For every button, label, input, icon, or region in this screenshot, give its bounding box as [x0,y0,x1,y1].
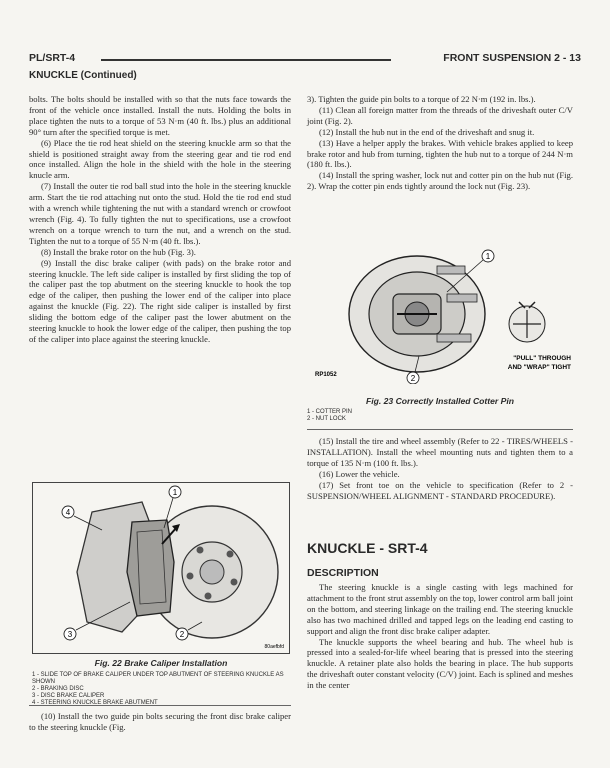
fig22-callout-3: 3 [67,630,73,639]
paragraph: (7) Install the outer tie rod ball stud into the hole in the steering knuckle arm. Start the tie rod attaching nut onto the stud. Hold the tie rod end stud with a wrench while tightening the nut with a standard wrench or crowfoot wrench (Fig. 4). To fully tighten the nut to specifications, use a crowfoot wrench on a torque wrench to turn the nut, and a wrench on the stud. Tighten the nut to a torque of 55 N·m (40 ft. lbs.). [29,181,291,246]
header-rule [101,59,391,61]
paragraph: The steering knuckle is a single casting with legs machined for attachment to the front strut assembly on the top, lower control arm ball joint on the bottom, and steering linkage on the trailing end. The steering knuckle also has two machined drilled and tapped legs on the leading end casting to support and align the front disc brake caliper adapter. [307,582,573,636]
fig22-callout-1: 1 [172,488,178,497]
legend-item: 2 - NUT LOCK [307,416,346,422]
figure-22 [32,482,290,654]
paragraph: (15) Install the tire and wheel assembly (Refer to 22 - TIRES/WHEELS - INSTALLATION). Install the wheel mounting nuts and tighten them to a torque of 135 N·m (100 ft. lbs.). [307,436,573,468]
left-column-bottom-text [29,711,291,733]
fig23-note-line2: AND "WRAP" TIGHT [507,364,571,371]
paragraph: 3). Tighten the guide pin bolts to a torque of 22 N·m (192 in. lbs.). [307,94,536,104]
header-right: FRONT SUSPENSION 2 - 13 [443,52,581,64]
left-column-text [29,94,291,345]
heading-knuckle-srt4: KNUCKLE - SRT-4 [307,540,428,556]
fig23-divider [307,429,573,430]
paragraph: (11) Clean all foreign matter from the threads of the driveshaft outer C/V joint (Fig. 2). [307,104,573,126]
fig22-callout-4: 4 [65,508,71,517]
fig23-callout-2: 2 [410,374,416,383]
paragraph: (8) Install the brake rotor on the hub (Fig. 3). [41,246,196,257]
right-column-mid-text [307,436,573,501]
fig22-divider [29,705,291,706]
fig23-caption: Fig. 23 Correctly Installed Cotter Pin [365,396,515,406]
paragraph: The knuckle supports the wheel bearing and hub. The wheel hub is pressed into a sealed-for-life wheel bearing that is pressed into the steering knuckle. A retainer plate also holds the bearing in place. The hub supports the driveshaft outer constant velocity (C/V) joint. Each is splined and meshes in the center [307,636,573,691]
cotter-pin-illustration [307,244,573,384]
paragraph: (17) Set front toe on the vehicle to specification (Refer to 2 - SUSPENSION/WHEEL ALIGNMENT - STANDARD PROCEDURE). [307,479,573,501]
fig23-callout-1: 1 [485,252,491,261]
fig23-code: RP1052 [315,372,337,378]
paragraph: (12) Install the hub nut in the end of the driveshaft and snug it. [319,126,535,137]
right-column-top-text [307,94,573,192]
fig22-caption: Fig. 22 Brake Caliper Installation [94,658,228,668]
fig22-callout-2: 2 [179,630,185,639]
fig23-note-line1: "PULL" THROUGH [513,355,571,362]
section-title: KNUCKLE (Continued) [29,70,137,81]
header-left: PL/SRT-4 [29,52,76,64]
figure-23 [307,244,573,384]
legend-item: 1 - SLIDE TOP OF BRAKE CALIPER UNDER TOP ABUTMENT OF STEERING KNUCKLE AS SHOWN [32,672,284,685]
fig22-legend [32,672,290,707]
paragraph: bolts. The bolts should be installed with so that the nuts face towards the front of the vehicle once installed. Install the nuts. Holding the bolts in place tighten the nuts to a torque of 53 N·m (40 ft. lbs.) plus an additional 90° turn after the specified torque is met. [29,94,291,137]
paragraph: (13) Have a helper apply the brakes. With vehicle brakes applied to keep brake rotor and hub from turning, tighten the hub nut to a torque of 244 N·m (180 ft. lbs.). [307,137,573,170]
legend-item: 4 - STEERING KNUCKLE BRAKE ABUTMENT [32,700,158,706]
page-header [29,52,581,66]
fig23-legend [307,409,573,423]
brake-caliper-illustration [32,482,290,654]
paragraph: (14) Install the spring washer, lock nut and cotter pin on the hub nut (Fig. 2). Wrap the cotter pin ends tightly around the lock nut (Fig. 23). [307,170,573,192]
paragraph: (16) Lower the vehicle. [319,468,400,479]
paragraph: (10) Install the two guide pin bolts securing the front disc brake caliper to the steering knuckle (Fig. [29,711,291,732]
heading-description: DESCRIPTION [307,567,379,579]
legend-item: 2 - BRAKING DISC [32,686,84,692]
fig22-code: 80aefbfd [264,644,284,650]
paragraph: (9) Install the disc brake caliper (with pads) on the brake rotor and steering knuckle. The left side caliper is installed by first sliding the top of the caliper past the top abutment on the steering knuckle to hook the top edge of the caliper, then pushing the lower end of the caliper into place against the knuckle (Fig. 22). The right side caliper is installed by first sliding the bottom edge of the caliper past the lower abutment on the steering knuckle to hook the lower edge of the caliper, then pushing the top of the caliper into place against the steering knuckle. [29,257,291,344]
legend-item: 1 - COTTER PIN [307,409,353,415]
legend-item: 3 - DISC BRAKE CALIPER [32,693,105,699]
right-column-description [307,582,573,691]
paragraph: (6) Place the tie rod heat shield on the steering knuckle arm so that the shield is positioned straight away from the steering gear and tie rod end once installed. Align the hole in the shield with the hole in the steering knucle arm. [29,137,291,181]
